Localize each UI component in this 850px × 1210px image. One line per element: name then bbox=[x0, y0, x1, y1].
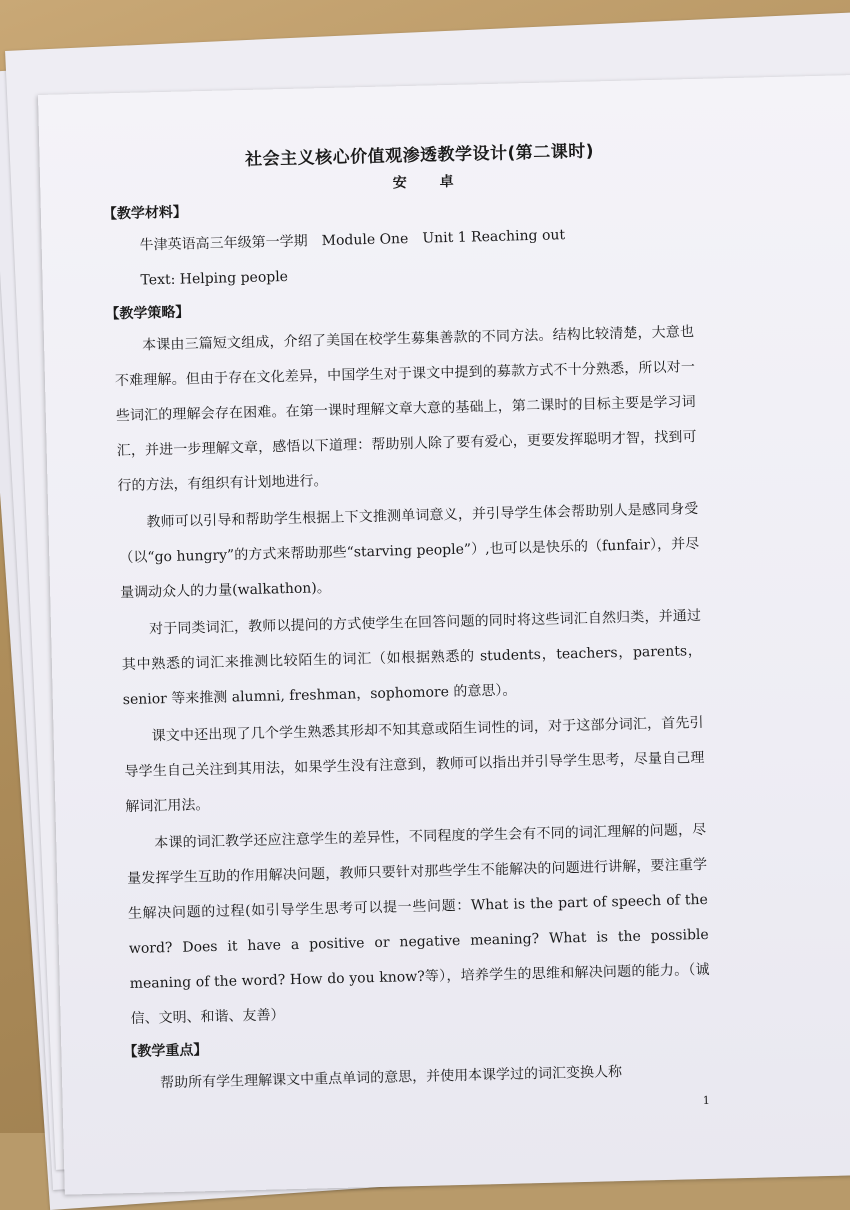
section-heading-key-points: 【教学重点】 bbox=[123, 1042, 208, 1061]
document-page bbox=[38, 73, 850, 1195]
page-content bbox=[102, 134, 712, 1104]
strategy-paragraph: 本课的词汇教学还应注意学生的差异性，不同程度的学生会有不同的词汇理解的问题，尽量发挥学生互助的作用解决问题，教师只要针对那些学生不能解决的问题进行讲解，要注重学生解决问题的过程(如引导学生思考可以提一些问题：What is the part of speech of the word? Does it have a positive or negative meaning? What is the possible meaning of the word? How do you know?等），培养学生的思维和解决问题的能力。（诚信、文明、和谐、友善） bbox=[126, 821, 710, 1028]
section-heading-strategy: 【教学策略】 bbox=[105, 304, 190, 323]
strategy-paragraph: 本课由三篇短文组成，介绍了美国在校学生募集善款的不同方法。结构比较清楚，大意也不难理解。但由于存在文化差异，中国学生对于课文中提到的募款方式不十分熟悉，所以对一些词汇的理解会存在困难。在第一课时理解文章大意的基础上，第二课时的目标主要是学习词汇，并进一步理解文章，感悟以下道理：帮助别人除了要有爱心，更要发挥聪明才智，找到可行的方法，有组织有计划地进行。 bbox=[114, 324, 697, 495]
materials-line: Text: Helping people bbox=[140, 268, 289, 289]
document-title: 社会主义核心价值观渗透教学设计(第二课时) bbox=[244, 141, 595, 170]
materials-line: 牛津英语高三年级第一学期 Module One Unit 1 Reaching out bbox=[139, 227, 566, 254]
document-author: 安 卓 bbox=[392, 173, 468, 192]
section-heading-materials: 【教学材料】 bbox=[102, 204, 188, 223]
strategy-paragraph: 课文中还出现了几个学生熟悉其形却不知其意或陌生词性的词，对于这部分词汇，首先引导学生自己关注到其用法，如果学生没有注意到，教师可以指出并引导学生思考，尽量自己理解词汇用法。 bbox=[124, 714, 705, 816]
strategy-paragraph: 对于同类词汇，教师以提问的方式使学生在回答问题的同时将这些词汇自然归类，并通过其中熟悉的词汇来推测比较陌生的词汇（如根据熟悉的 students，teachers，parents，senior 等来推测 alumni, freshman，sophomore 的意思）。 bbox=[121, 607, 702, 709]
page-number: 1 bbox=[702, 1093, 710, 1108]
strategy-paragraph: 教师可以引导和帮助学生根据上下文推测单词意义，并引导学生体会帮助别人是感同身受（以“go hungry”的方式来帮助那些“starving people”）,也可以是快乐的（funfair），并尽量调动众人的力量(walkathon)。 bbox=[119, 500, 700, 602]
key-points-paragraph: 帮助所有学生理解课文中重点单词的意思，并使用本课学过的词汇变换人称 bbox=[159, 1064, 623, 1092]
